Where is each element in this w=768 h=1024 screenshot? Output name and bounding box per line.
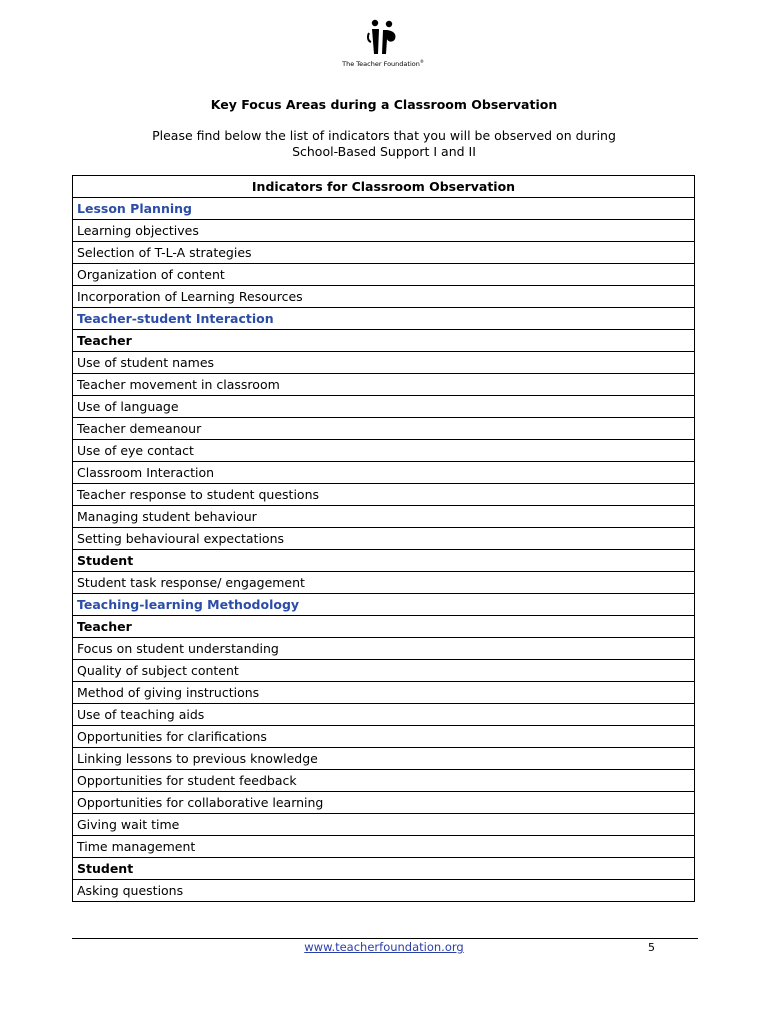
table-row [73,242,695,264]
intro-line-1: Please find below the list of indicators that you will be observed on during [152,128,616,143]
table-row [73,352,695,374]
indicator-cell: Asking questions [73,880,695,902]
indicator-cell: Teacher response to student questions [73,484,695,506]
indicator-cell: Selection of T-L-A strategies [73,242,695,264]
page-number: 5 [648,941,655,954]
table-row [73,220,695,242]
table-row [73,418,695,440]
section-heading: Teaching-learning Methodology [73,594,695,616]
table-row [73,748,695,770]
table-row [73,836,695,858]
table-row [73,374,695,396]
table-row [73,484,695,506]
section-heading: Lesson Planning [73,198,695,220]
subheading-row [73,616,695,638]
indicators-table [72,175,695,902]
subheading-row [73,858,695,880]
table-header: Indicators for Classroom Observation [73,176,695,198]
subheading: Teacher [73,330,695,352]
table-row [73,506,695,528]
table-header-row [73,176,695,198]
table-row [73,704,695,726]
intro-text [84,128,684,160]
indicator-cell: Organization of content [73,264,695,286]
footer-website-link[interactable]: www.teacherfoundation.org [304,940,464,954]
table-row [73,440,695,462]
logo [330,18,436,78]
table-row [73,682,695,704]
footer-divider [72,938,698,939]
indicator-cell: Setting behavioural expectations [73,528,695,550]
indicator-cell: Opportunities for clarifications [73,726,695,748]
indicator-cell: Opportunities for collaborative learning [73,792,695,814]
table-row [73,396,695,418]
section-heading: Teacher-student Interaction [73,308,695,330]
indicator-cell: Use of eye contact [73,440,695,462]
table-row [73,814,695,836]
table-row [73,264,695,286]
indicator-cell: Linking lessons to previous knowledge [73,748,695,770]
indicator-cell: Managing student behaviour [73,506,695,528]
subheading: Student [73,858,695,880]
page-title: Key Focus Areas during a Classroom Observation [210,97,558,112]
indicator-cell: Classroom Interaction [73,462,695,484]
indicator-cell: Incorporation of Learning Resources [73,286,695,308]
indicator-cell: Use of teaching aids [73,704,695,726]
indicator-cell: Learning objectives [73,220,695,242]
table-row [73,572,695,594]
table-row [73,528,695,550]
indicator-cell: Focus on student understanding [73,638,695,660]
section-heading-row [73,594,695,616]
teacher-foundation-logo-icon [366,18,400,56]
indicator-cell: Method of giving instructions [73,682,695,704]
indicator-cell: Time management [73,836,695,858]
indicator-cell: Use of language [73,396,695,418]
intro-line-2: School-Based Support I and II [292,144,476,159]
subheading-row [73,550,695,572]
subheading-row [73,330,695,352]
table-row [73,880,695,902]
indicator-cell: Use of student names [73,352,695,374]
table-row [73,726,695,748]
subheading: Teacher [73,616,695,638]
table-row [73,286,695,308]
registered-mark: ® [419,59,424,64]
section-heading-row [73,198,695,220]
indicator-cell: Quality of subject content [73,660,695,682]
table-row [73,660,695,682]
indicator-cell: Teacher movement in classroom [73,374,695,396]
indicator-cell: Opportunities for student feedback [73,770,695,792]
logo-text: The Teacher Foundation [342,60,420,69]
table-row [73,792,695,814]
subheading: Student [73,550,695,572]
indicator-cell: Giving wait time [73,814,695,836]
table-row [73,770,695,792]
section-heading-row [73,308,695,330]
table-body [73,198,695,902]
table-row [73,638,695,660]
indicator-cell: Student task response/ engagement [73,572,695,594]
table-row [73,462,695,484]
indicator-cell: Teacher demeanour [73,418,695,440]
